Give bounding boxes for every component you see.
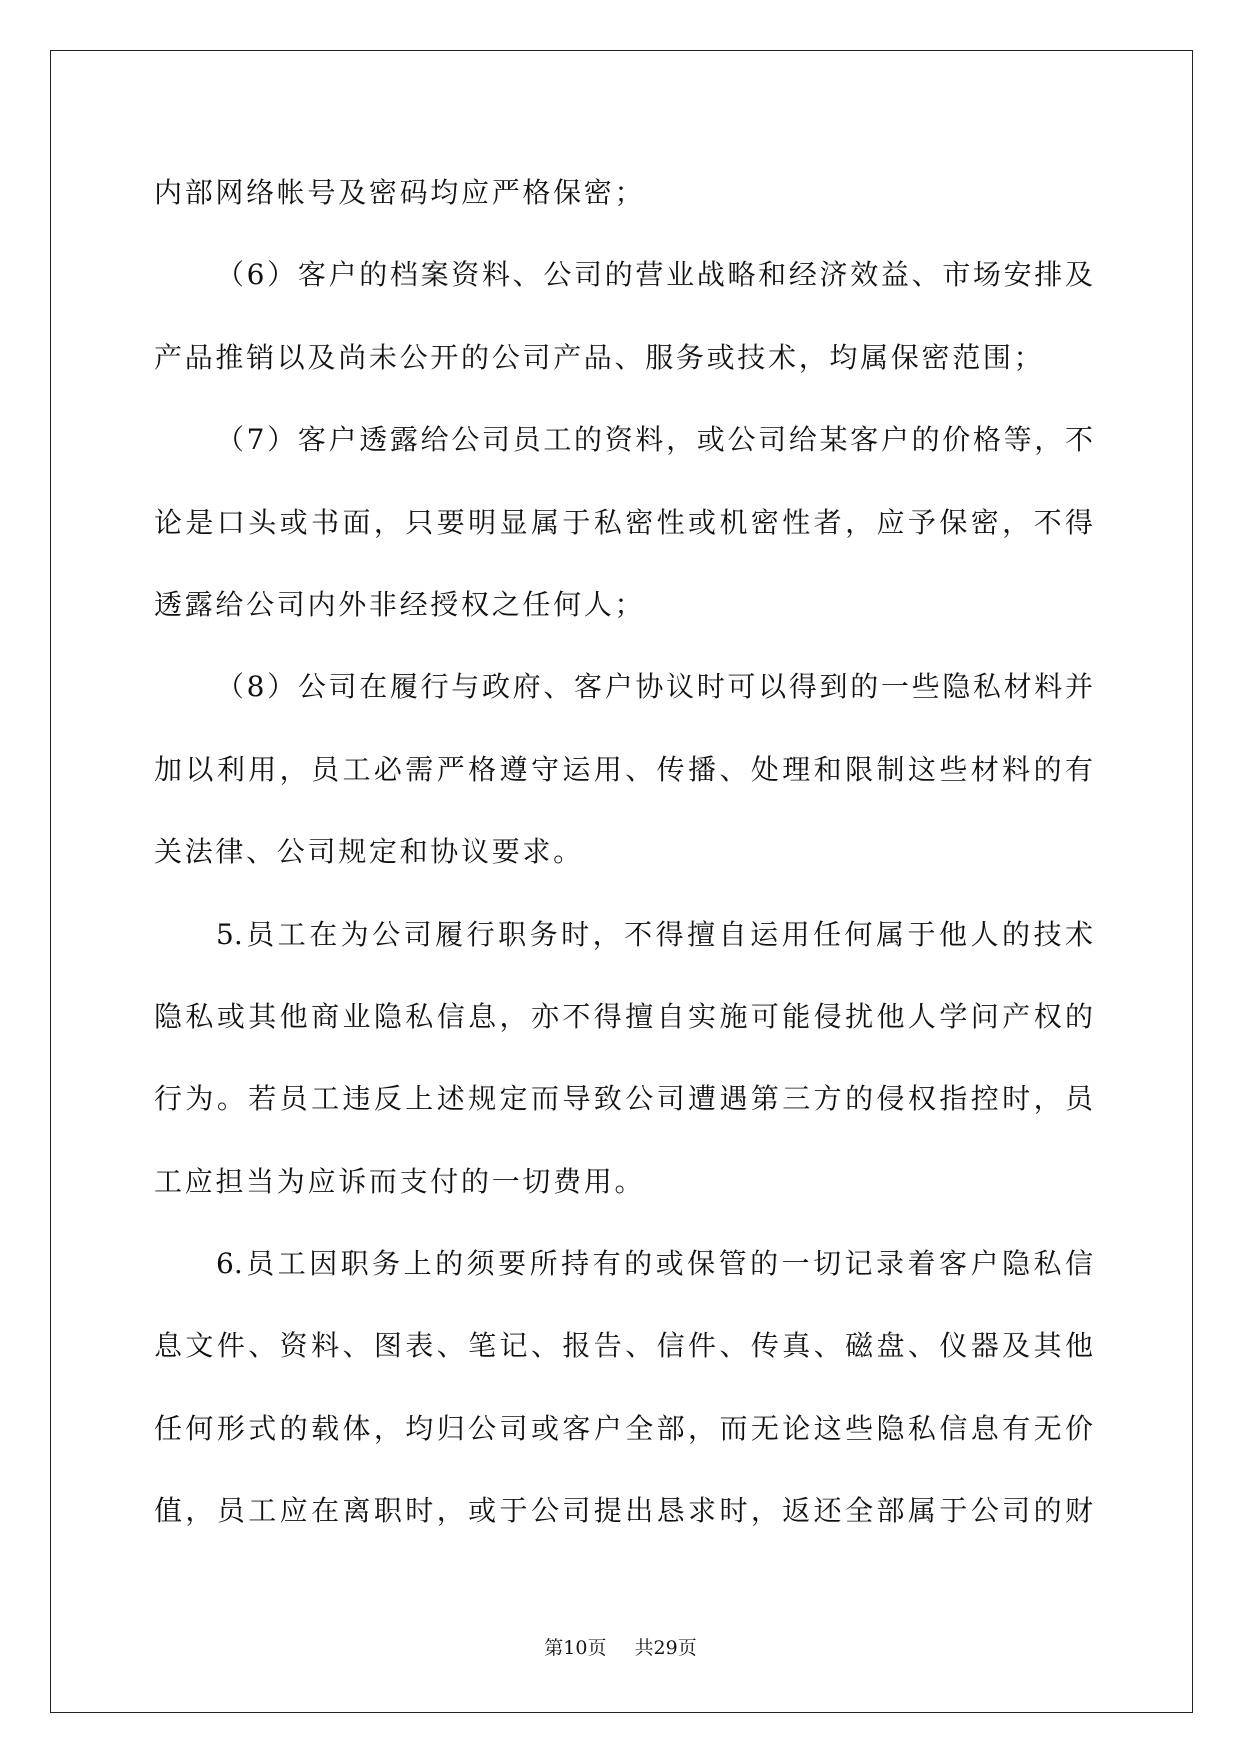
text-line: 行为。若员工违反上述规定而导致公司遭遇第三方的侵权指控时，员 — [154, 1082, 1093, 1116]
text-line: 透露给公司内外非经授权之任何人； — [154, 587, 646, 621]
text-line: （7）客户透露给公司员工的资料，或公司给某客户的价格等，不 — [216, 423, 1093, 457]
page-number: 第10页 — [544, 1637, 607, 1659]
paragraph — [154, 234, 1093, 399]
text-line: 产品推销以及尚未公开的公司产品、服务或技术，均属保密范围； — [154, 340, 1045, 374]
text-line: 工应担当为应诉而支付的一切费用。 — [154, 1164, 646, 1198]
text-line: 任何形式的载体，均归公司或客户全部，而无论这些隐私信息有无价 — [154, 1411, 1093, 1445]
text-line: 关法律、公司规定和协议要求。 — [154, 835, 584, 869]
paragraph — [154, 399, 1093, 646]
paragraph — [154, 152, 1093, 234]
text-line: 隐私或其他商业隐私信息，亦不得擅自实施可能侵扰他人学问产权的 — [154, 999, 1093, 1033]
page-footer — [0, 1634, 1241, 1662]
paragraph — [154, 894, 1093, 1224]
text-line: （8）公司在履行与政府、客户协议时可以得到的一些隐私材料并 — [216, 670, 1093, 704]
page-total: 共29页 — [634, 1637, 697, 1659]
paragraph — [154, 1223, 1093, 1553]
text-line: 论是口头或书面，只要明显属于私密性或机密性者，应予保密，不得 — [154, 505, 1093, 539]
document-body — [154, 152, 1093, 1553]
paragraph — [154, 646, 1093, 893]
text-line: 内部网络帐号及密码均应严格保密； — [154, 176, 646, 209]
text-line: 息文件、资料、图表、笔记、报告、信件、传真、磁盘、仪器及其他 — [154, 1329, 1093, 1363]
text-line: （6）客户的档案资料、公司的营业战略和经济效益、市场安排及 — [216, 258, 1093, 292]
text-line: 加以利用，员工必需严格遵守运用、传播、处理和限制这些材料的有 — [154, 752, 1093, 786]
text-line: 5.员工在为公司履行职务时，不得擅自运用任何属于他人的技术 — [216, 917, 1093, 951]
text-line: 值，员工应在离职时，或于公司提出恳求时，返还全部属于公司的财 — [154, 1494, 1093, 1528]
text-line: 6.员工因职务上的须要所持有的或保管的一切记录着客户隐私信 — [216, 1247, 1093, 1281]
